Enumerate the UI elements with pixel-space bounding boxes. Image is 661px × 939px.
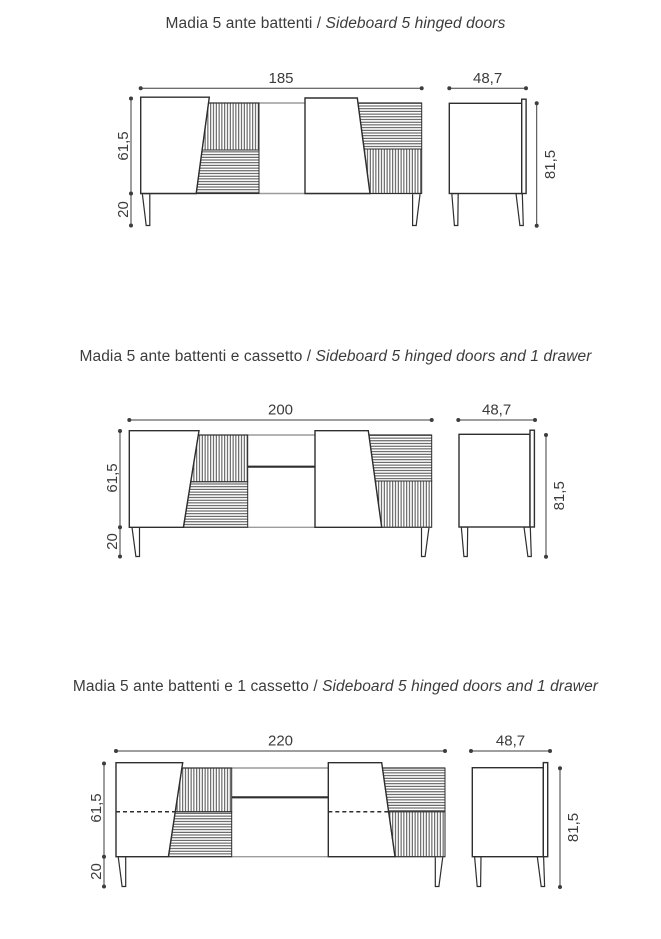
side-door-front-panel <box>522 99 526 193</box>
depth-label: 48,7 <box>472 70 503 87</box>
total-height-label: 81,5 <box>565 812 582 843</box>
side-leg-front <box>516 194 523 226</box>
dim-dot <box>469 749 473 753</box>
dim-dot <box>535 224 539 228</box>
title-separator: / <box>316 15 322 32</box>
depth-label: 48,7 <box>495 732 526 750</box>
body-height-label: 61,5 <box>115 131 132 161</box>
dim-dot <box>558 885 562 889</box>
dim-dot <box>118 429 122 433</box>
side-leg-front <box>524 527 531 557</box>
door-hatched-right-horizontal <box>382 768 445 812</box>
dim-dot <box>139 86 143 90</box>
dim-dot <box>548 749 552 753</box>
dim-dot <box>102 762 106 766</box>
title-italian: Madia 5 ante battenti e 1 cassetto <box>72 678 309 695</box>
side-body <box>459 434 530 527</box>
side-door-front-panel <box>543 763 547 857</box>
side-door-front-panel <box>530 430 534 527</box>
dim-dot <box>456 418 460 422</box>
door-hatched-left-horizontal <box>184 482 248 528</box>
door-hatched-left-vertical <box>202 103 259 150</box>
title-english: Sideboard 5 hinged doors <box>325 15 506 32</box>
width-label: 220 <box>267 732 294 750</box>
front-leg-right <box>435 857 443 887</box>
body-height-label: 61,5 <box>104 463 121 493</box>
dim-dot <box>420 86 424 90</box>
front-leg-left <box>118 857 126 887</box>
width-label: 200 <box>267 401 294 419</box>
product-title-1 <box>5 14 661 33</box>
dim-dot <box>129 192 133 196</box>
depth-label: 48,7 <box>481 401 512 419</box>
side-body <box>449 103 521 193</box>
dim-dot <box>118 525 122 529</box>
door-hatched-left-horizontal <box>169 812 232 857</box>
side-leg-back <box>461 527 467 557</box>
leg-height-label: 20 <box>88 863 105 880</box>
title-separator: / <box>306 348 312 365</box>
dim-dot <box>544 433 548 437</box>
leg-height-label: 20 <box>104 533 121 550</box>
width-label: 185 <box>268 70 294 87</box>
dim-dot <box>524 86 528 90</box>
door-hatched-left-horizontal <box>196 150 259 194</box>
dim-dot <box>443 749 447 753</box>
side-leg-back <box>475 857 481 887</box>
dim-dot <box>102 885 106 889</box>
dim-dot <box>430 418 434 422</box>
title-italian: Madia 5 ante battenti e cassetto <box>79 348 303 365</box>
dim-dot <box>118 555 122 559</box>
door-hatched-right-vertical <box>389 812 445 857</box>
dim-dot <box>129 97 133 101</box>
front-view <box>141 97 422 225</box>
title-italian: Madia 5 ante battenti <box>165 15 313 32</box>
side-view <box>449 99 526 225</box>
door-hatched-right-vertical <box>364 149 421 194</box>
product-title-2 <box>5 347 661 366</box>
total-height-label: 81,5 <box>551 481 568 511</box>
body-height-label: 61,5 <box>88 793 105 823</box>
dim-dot <box>533 418 537 422</box>
front-leg-right <box>413 194 421 226</box>
front-view <box>129 431 431 557</box>
door-hatched-right-horizontal <box>358 103 422 149</box>
technical-drawing-2 <box>0 390 661 570</box>
door-hatched-right-horizontal <box>369 435 432 481</box>
product-title-3 <box>5 677 661 696</box>
front-leg-left <box>132 527 140 556</box>
side-view <box>472 763 547 887</box>
side-leg-back <box>452 194 458 226</box>
side-body <box>472 768 543 857</box>
technical-drawing-1 <box>0 60 661 240</box>
title-english: Sideboard 5 hinged doors and 1 drawer <box>322 678 599 695</box>
dim-dot <box>558 766 562 770</box>
technical-drawing-3 <box>0 720 661 900</box>
title-english: Sideboard 5 hinged doors and 1 drawer <box>315 348 592 365</box>
total-height-label: 81,5 <box>542 149 559 180</box>
title-separator: / <box>313 678 318 695</box>
front-view <box>116 763 445 887</box>
leg-height-label: 20 <box>115 201 132 218</box>
door-hatched-left-vertical <box>191 435 248 482</box>
dim-dot <box>544 555 548 559</box>
door-hatched-left-vertical <box>175 768 231 812</box>
dim-dot <box>129 224 133 228</box>
dim-dot <box>447 86 451 90</box>
dim-dot <box>114 749 118 753</box>
side-leg-front <box>537 857 544 887</box>
side-view <box>459 430 534 556</box>
front-leg-left <box>142 194 150 226</box>
dim-dot <box>127 418 131 422</box>
dim-dot <box>535 101 539 105</box>
dim-dot <box>102 855 106 859</box>
door-hatched-right-vertical <box>375 481 431 527</box>
front-leg-right <box>422 527 430 556</box>
